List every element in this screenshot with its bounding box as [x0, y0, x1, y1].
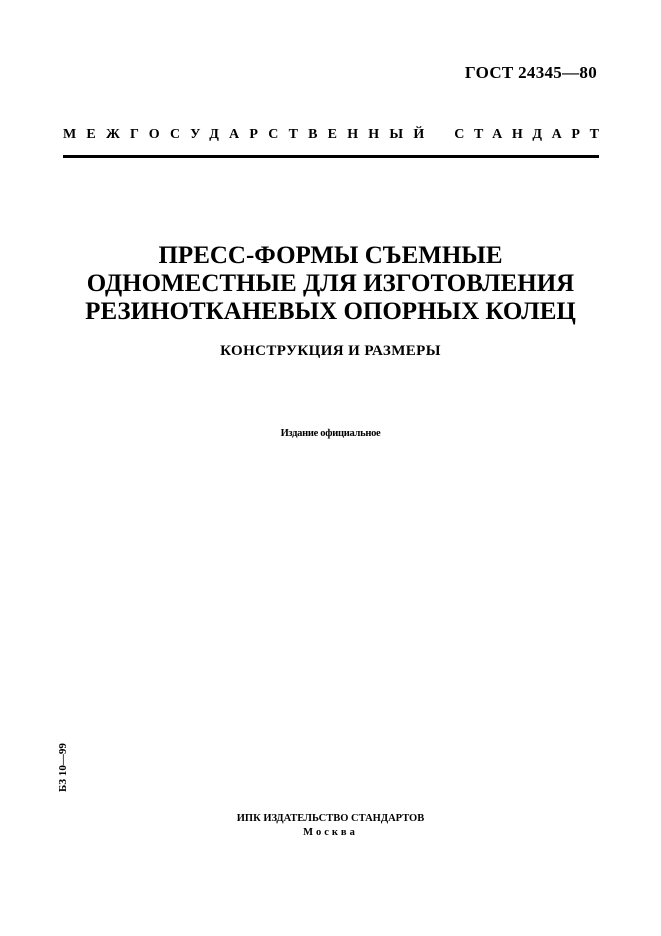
header-rule — [63, 155, 599, 158]
document-code: ГОСТ 24345—80 — [464, 63, 597, 82]
title-line-1: ПРЕСС-ФОРМЫ СЪЕМНЫЕ — [158, 242, 503, 269]
document-title — [0, 242, 661, 326]
publisher: ИПК ИЗДАТЕЛЬСТВО СТАНДАРТОВ — [236, 813, 425, 824]
title-line-2: ОДНОМЕСТНЫЕ ДЛЯ ИЗГОТОВЛЕНИЯ — [86, 270, 575, 297]
side-mark: БЗ 10—99 — [57, 743, 69, 792]
standard-type-line — [63, 127, 609, 143]
standard-type-left: МЕЖГОСУДАРСТВЕННЫЙ — [63, 127, 435, 142]
standard-type-right: СТАНДАРТ — [454, 127, 609, 142]
edition-note: Издание официальное — [280, 428, 381, 439]
document-subtitle: КОНСТРУКЦИЯ И РАЗМЕРЫ — [220, 343, 441, 359]
title-line-3: РЕЗИНОТКАНЕВЫХ ОПОРНЫХ КОЛЕЦ — [85, 298, 576, 325]
publisher-city: Москва — [303, 827, 358, 838]
